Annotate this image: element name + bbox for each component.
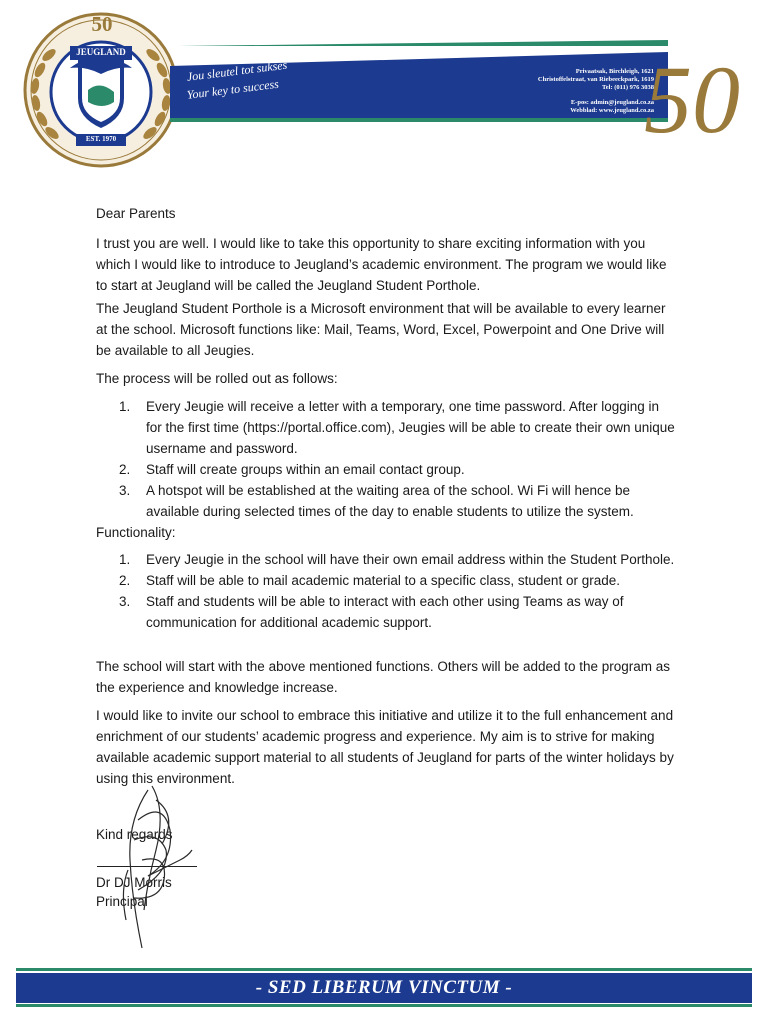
handwritten-signature	[108, 780, 218, 955]
list-item-text: Staff will create groups within an email contact group.	[146, 462, 465, 477]
footer-motto: - SED LIBERUM VINCTUM -	[255, 977, 513, 998]
list-item-text: Staff and students will be able to interact with each other using Teams as way of communication for additional academic support.	[146, 594, 624, 630]
list-item-text: Every Jeugie will receive a letter with a temporary, one time password. After logging in for the first time (https://portal.office.com), Jeugies will be able to create their own unique username and password.	[146, 399, 675, 456]
list-item	[96, 459, 678, 480]
crest-fifty-label: 50	[91, 12, 113, 36]
paragraph-environment: The Jeugland Student Porthole is a Microsoft environment that will be available to every learner at the school. Microsoft functions like: Mail, Teams, Word, Excel, Powerpoint and One Drive will be available to all Jeugies.	[96, 301, 666, 358]
address-line-2: Christoffelstraat, van Riebeeckpark, 1619	[537, 76, 654, 83]
list-item	[96, 570, 678, 591]
process-list	[96, 396, 678, 522]
closing: Kind regards	[96, 827, 173, 842]
crest-established: EST. 1970	[85, 135, 117, 143]
list-item-text: Every Jeugie in the school will have their own email address within the Student Porthole.	[146, 552, 675, 567]
list-item	[96, 396, 678, 459]
list-item	[96, 549, 678, 570]
functionality-list	[96, 549, 678, 633]
crest-school-name: JEUGLAND	[76, 47, 126, 57]
list-item-number: 1.	[119, 399, 131, 414]
paragraph-intro: I trust you are well. I would like to take this opportunity to share exciting information with you which I would like to introduce to Jeugland’s academic environment. The program we would like to start at Jeugland will be called the Jeugland Student Porthole.	[96, 236, 667, 293]
paragraph-invitation: I would like to invite our school to embrace this initiative and utilize it to the full enhancement and enrichment of our students’ academic progress and experience. My aim is to strive for making available academic support material to all students of Jeugland for parts of the winter holidays by using this environment.	[96, 708, 674, 786]
signatory-name: Dr DJ Morris	[96, 875, 172, 890]
footer-green-stripe-bottom	[16, 1004, 752, 1007]
address-line-1: Privaatsak, Birchleigh, 1621	[575, 68, 654, 75]
signatory-title: Principal	[96, 894, 148, 909]
list-item-number: 1.	[119, 552, 131, 567]
process-heading: The process will be rolled out as follows:	[96, 371, 338, 386]
email-address: E-pos: admin@jeugland.co.za	[570, 99, 654, 106]
list-item	[96, 591, 678, 633]
list-item-text: A hotspot will be established at the waiting area of the school. Wi Fi will hence be available during selected times of the day to enable students to utilize the system.	[146, 483, 634, 519]
list-item-number: 2.	[119, 573, 131, 588]
footer-green-stripe-top	[16, 968, 752, 971]
paragraph-functions: The school will start with the above mentioned functions. Others will be added to the program as the experience and knowledge increase.	[96, 659, 671, 695]
list-item-number: 2.	[119, 462, 131, 477]
salutation: Dear Parents	[96, 206, 176, 221]
list-item-number: 3.	[119, 594, 131, 609]
phone-number: Tel: (011) 976 3038	[602, 84, 654, 91]
motto-afrikaans: Jou sleutel tot sukses	[186, 57, 288, 84]
list-item-number: 3.	[119, 483, 131, 498]
list-item	[96, 480, 678, 522]
anniversary-fifty-logo	[640, 32, 750, 150]
banner-green-stripe-bottom	[170, 118, 668, 122]
banner-green-stripe-top	[178, 40, 668, 46]
website-address: Webblad: www.jeugland.co.za	[570, 107, 654, 114]
anniversary-fifty-text: 50	[644, 46, 740, 150]
motto-english: Your key to success	[186, 76, 280, 102]
functionality-heading: Functionality:	[96, 525, 176, 540]
list-item-text: Staff will be able to mail academic material to a specific class, student or grade.	[146, 573, 620, 588]
